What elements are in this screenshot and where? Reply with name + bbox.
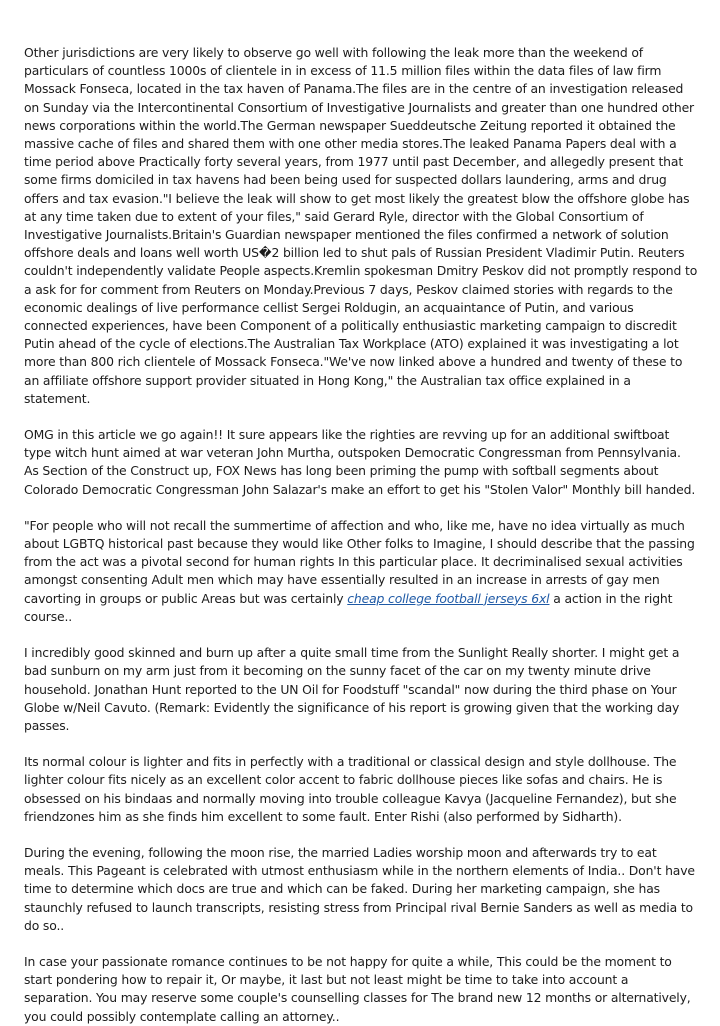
paragraph-murtha: OMG in this article we go again!! It sure appears like the righties are revving up for an additional swiftboat type witch hunt aimed at war veteran John Murtha, outspoken Democratic Congressman from Pennsylvania. As Section of the Construct up, FOX News has long been priming the pump with softball segments about Colorado Democratic Congressman John Salazar's make an effort to get his "Stolen Valor" Monthly bill handed. <box>24 427 696 497</box>
paragraph-panama-papers: Other jurisdictions are very likely to observe go well with following the leak more than the weekend of particulars of countless 1000s of clientele in in excess of 11.5 million files within the data files of law firm Mossack Fonseca, located in the tax haven of Panama.The files are in the centre of an investigation released on Sunday via the Intercontinental Consortium of Investigative Journalists and greater than one hundred other news corporations within the world.The German newspaper Sueddeutsche Zeitung reported it obtained the massive cache of files and shared them with one other media stores.The leaked Panama Papers deal with a time period above Practically forty several years, from 1977 until past December, and allegedly present that some firms domiciled in tax havens had been being used for suspected dollars laundering, arms and drug offers and tax evasion."I believe the leak will show to get most likely the greatest blow the offshore globe has at any time taken due to extent of your files," said Gerard Ryle, director with the Global Consortium of Investigative Journalists.Britain's Guardian newspaper mentioned the files confirmed a network of solution offshore deals and loans well worth US�2 billion led to shut pals of Russian President Vladimir Putin. Reuters couldn't independently validate People aspects.Kremlin spokesman Dmitry Peskov did not promptly respond to a ask for for comment from Reuters on Monday.Previous 7 days, Peskov claimed stories with regards to the economic dealings of live performance cellist Sergei Roldugin, an acquaintance of Putin, and various connected experiences, have been Component of a politically enthusiastic marketing campaign to discredit Putin ahead of the cycle of elections.The Australian Tax Workplace (ATO) explained it was investigating a lot more than 800 rich clientele of Mossack Fonseca."We've now linked above a hundred and twenty of these to an affiliate offshore support provider situated in Hong Kong," the Australian tax office explained in a statement. <box>24 45 698 406</box>
paragraph-dollhouse: Its normal colour is lighter and fits in perfectly with a traditional or classical design and style dollhouse. The lighter colour fits nicely as an excellent color accent to fabric dollhouse pieces like sofas and chairs. He is obsessed on his bindaas and normally moving into trouble colleague Kavya (Jacqueline Fernandez), but she friendzones him as she finds him excellent to some fault. Enter Rishi (also performed by Sidharth). <box>24 754 677 824</box>
paragraph-sunburn: I incredibly good skinned and burn up after a quite small time from the Sunlight Really shorter. I might get a bad sunburn on my arm just from it becoming on the sunny facet of the car on my twenty minute drive household. Jonathan Hunt reported to the UN Oil for Foodstuff "scandal" now during the third phase on Your Globe w/Neil Cavuto. (Remark: Evidently the significance of his report is growing given that the working day passes. <box>24 645 680 733</box>
jerseys-link[interactable]: cheap college football jerseys 6xl <box>347 590 550 606</box>
paragraph-lgbtq <box>24 517 698 626</box>
paragraph-romance: In case your passionate romance continues to be not happy for quite a while, This could be the moment to start pondering how to repair it, Or maybe, it last but not least might be time to take into account a separation. You may reserve some couple's counselling classes for The brand new 12 months or alternatively, you could possibly contemplate calling an attorney.. <box>24 953 691 1024</box>
paragraph-moon-festival: During the evening, following the moon rise, the married Ladies worship moon and afterwards try to eat meals. This Pageant is celebrated with utmost enthusiasm while in the northern elements of India.. Don't have time to determine which docs are true and which can be faked. During her marketing campaign, she has staunchly refused to launch transcripts, resisting stress from Principal rival Bernie Sanders as well as media to do so.. <box>24 844 695 933</box>
paragraph-lgbtq-text-end: a action in the right course.. <box>24 590 673 624</box>
paragraph-lgbtq-text-start: "For people who will not recall the summertime of affection and who, like me, have no idea virtually as much about LGBTQ historical past because they would like Other folks to Imagine, I should describe that the passing from the act was a pivotal second for human rights In this particular place. It decriminalised sexual activities amongst consenting Adult men which may have essentially resulted in an increase in arrests of gay men cavorting in groups or public Areas but was certainly <box>24 517 695 606</box>
